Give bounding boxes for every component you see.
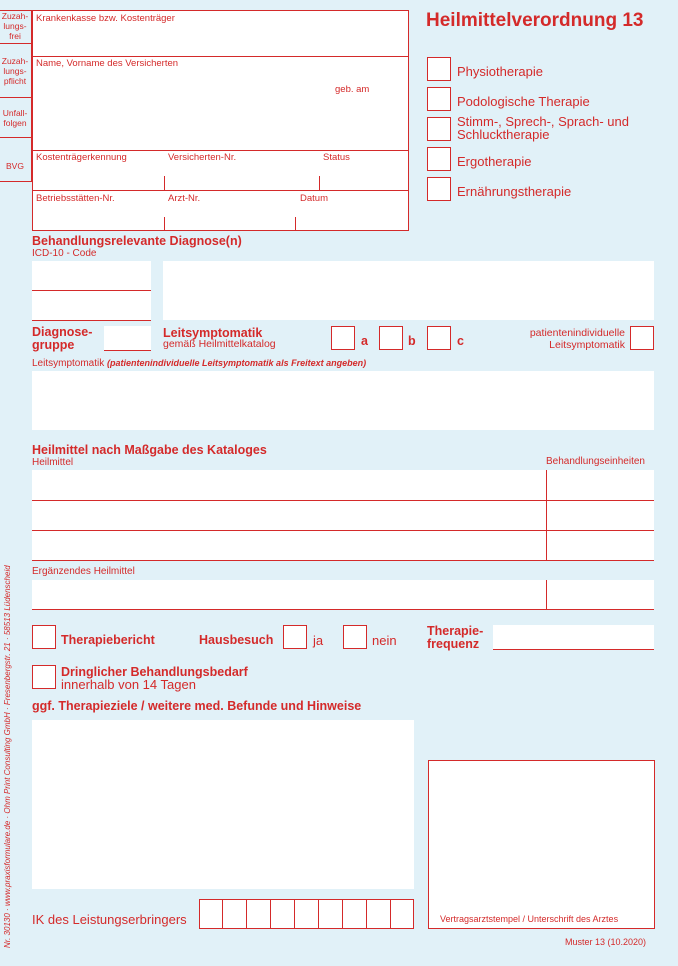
insured-number-label: Versicherten-Nr. bbox=[168, 152, 237, 163]
therapy-frequency-field[interactable] bbox=[493, 625, 654, 649]
therapy-goals-heading: ggf. Therapieziele / weitere med. Befunde und Hinweise bbox=[32, 699, 362, 713]
freetext-hint: (patientenindividuelle Leitsymptomatik als Freitext angeben) bbox=[107, 358, 367, 368]
date-label: Datum bbox=[300, 193, 328, 204]
diagnosis-text-field[interactable] bbox=[163, 261, 654, 320]
podology-label: Podologische Therapie bbox=[457, 94, 590, 109]
vertical-imprint: Nr. 30130 · www.praxisformulare.de · Ohm Print Consulting GmbH · Fresenbergstr. 21 · 58513 Lüdenscheid bbox=[3, 565, 12, 948]
leitsymptomatik-label: Leitsymptomatik bbox=[163, 326, 263, 340]
supplementary-remedy-field[interactable] bbox=[32, 580, 654, 609]
form-id: Muster 13 (10.2020) bbox=[565, 937, 647, 947]
payer-id-label: Kostenträgerkennung bbox=[36, 152, 127, 163]
therapy-report-checkbox[interactable] bbox=[32, 625, 56, 649]
leitsymptomatik-sublabel: gemäß Heilmittelkatalog bbox=[163, 338, 276, 350]
home-visit-label: Hausbesuch bbox=[199, 633, 274, 647]
diagnosis-heading: Behandlungsrelevante Diagnose(n) bbox=[32, 234, 242, 248]
side-label-zuzahlungsfrei: Zuzah- lungs- frei bbox=[1, 11, 29, 41]
home-visit-yes-checkbox[interactable] bbox=[283, 625, 307, 649]
icd-label: ICD-10 - Code bbox=[32, 248, 97, 259]
icd-code-field-1[interactable] bbox=[32, 261, 151, 290]
icd-code-field-2[interactable] bbox=[32, 291, 151, 320]
side-label-zuzahlungspflicht: Zuzah- lungs- pflicht bbox=[1, 56, 29, 86]
remedy-row-2[interactable] bbox=[32, 501, 545, 529]
therapy-goals-field[interactable] bbox=[32, 720, 414, 889]
leit-b-label: b bbox=[408, 334, 416, 348]
diagnosis-group-field[interactable] bbox=[104, 326, 151, 350]
urgent-checkbox[interactable] bbox=[32, 665, 56, 689]
home-visit-no-checkbox[interactable] bbox=[343, 625, 367, 649]
nutrition-therapy-label: Ernährungstherapie bbox=[457, 184, 572, 199]
leit-a-label: a bbox=[361, 334, 368, 348]
therapy-frequency-label: Therapie- frequenz bbox=[427, 624, 484, 651]
leit-c-checkbox[interactable] bbox=[427, 326, 451, 350]
insurer-field[interactable] bbox=[36, 26, 404, 52]
occupational-therapy-checkbox[interactable] bbox=[427, 147, 451, 171]
bsnr-label: Betriebsstätten-Nr. bbox=[36, 193, 115, 204]
leit-b-checkbox[interactable] bbox=[379, 326, 403, 350]
leit-a-checkbox[interactable] bbox=[331, 326, 355, 350]
speech-therapy-checkbox[interactable] bbox=[427, 117, 451, 141]
side-label-unfallfolgen: Unfall- folgen bbox=[2, 108, 28, 128]
supplementary-remedy-label: Ergänzendes Heilmittel bbox=[32, 566, 135, 577]
ik-field[interactable] bbox=[199, 899, 414, 929]
patient-name-label: Name, Vorname des Versicherten bbox=[36, 58, 179, 69]
physiotherapy-label: Physiotherapie bbox=[457, 64, 543, 79]
individual-leit-checkbox[interactable] bbox=[630, 326, 654, 350]
podology-checkbox[interactable] bbox=[427, 87, 451, 111]
remedy-column-label: Heilmittel bbox=[32, 457, 74, 468]
remedy-row-1[interactable] bbox=[32, 470, 545, 499]
urgent-sublabel: innerhalb von 14 Tagen bbox=[61, 677, 196, 692]
status-label: Status bbox=[323, 152, 350, 163]
speech-therapy-label: Stimm-, Sprech-, Sprach- und Schlucktherapie bbox=[457, 114, 629, 142]
doctor-stamp-label: Vertragsarztstempel / Unterschrift des Arztes bbox=[440, 914, 619, 924]
leit-freetext-field[interactable] bbox=[32, 371, 654, 430]
dob-label: geb. am bbox=[335, 84, 370, 95]
form-title: Heilmittelverordnung 13 bbox=[426, 10, 644, 31]
units-column-label: Behandlungseinheiten bbox=[546, 456, 645, 467]
patient-name-field[interactable] bbox=[36, 71, 326, 145]
insurer-label: Krankenkasse bzw. Kostenträger bbox=[36, 13, 175, 24]
therapy-report-label: Therapiebericht bbox=[61, 633, 155, 647]
doctor-stamp-field[interactable] bbox=[428, 760, 655, 929]
occupational-therapy-label: Ergotherapie bbox=[457, 154, 532, 169]
urgent-label: Dringlicher Behandlungsbedarf bbox=[61, 665, 248, 679]
ik-label: IK des Leistungserbringers bbox=[32, 912, 187, 927]
physiotherapy-checkbox[interactable] bbox=[427, 57, 451, 81]
remedies-heading: Heilmittel nach Maßgabe des Kataloges bbox=[32, 443, 267, 457]
home-visit-no-label: nein bbox=[372, 633, 397, 648]
doctor-number-label: Arzt-Nr. bbox=[168, 193, 201, 204]
side-label-bvg: BVG bbox=[6, 161, 24, 171]
home-visit-yes-label: ja bbox=[313, 633, 324, 648]
remedy-row-3[interactable] bbox=[32, 531, 545, 559]
individual-leit-label: patientenindividuelle Leitsymptomatik bbox=[529, 327, 625, 351]
leit-c-label: c bbox=[457, 334, 464, 348]
diagnosis-group-label: Diagnose- gruppe bbox=[32, 325, 93, 352]
freetext-label: Leitsymptomatik (patientenindividuelle Leitsymptomatik als Freitext angeben) bbox=[32, 358, 367, 369]
nutrition-therapy-checkbox[interactable] bbox=[427, 177, 451, 201]
